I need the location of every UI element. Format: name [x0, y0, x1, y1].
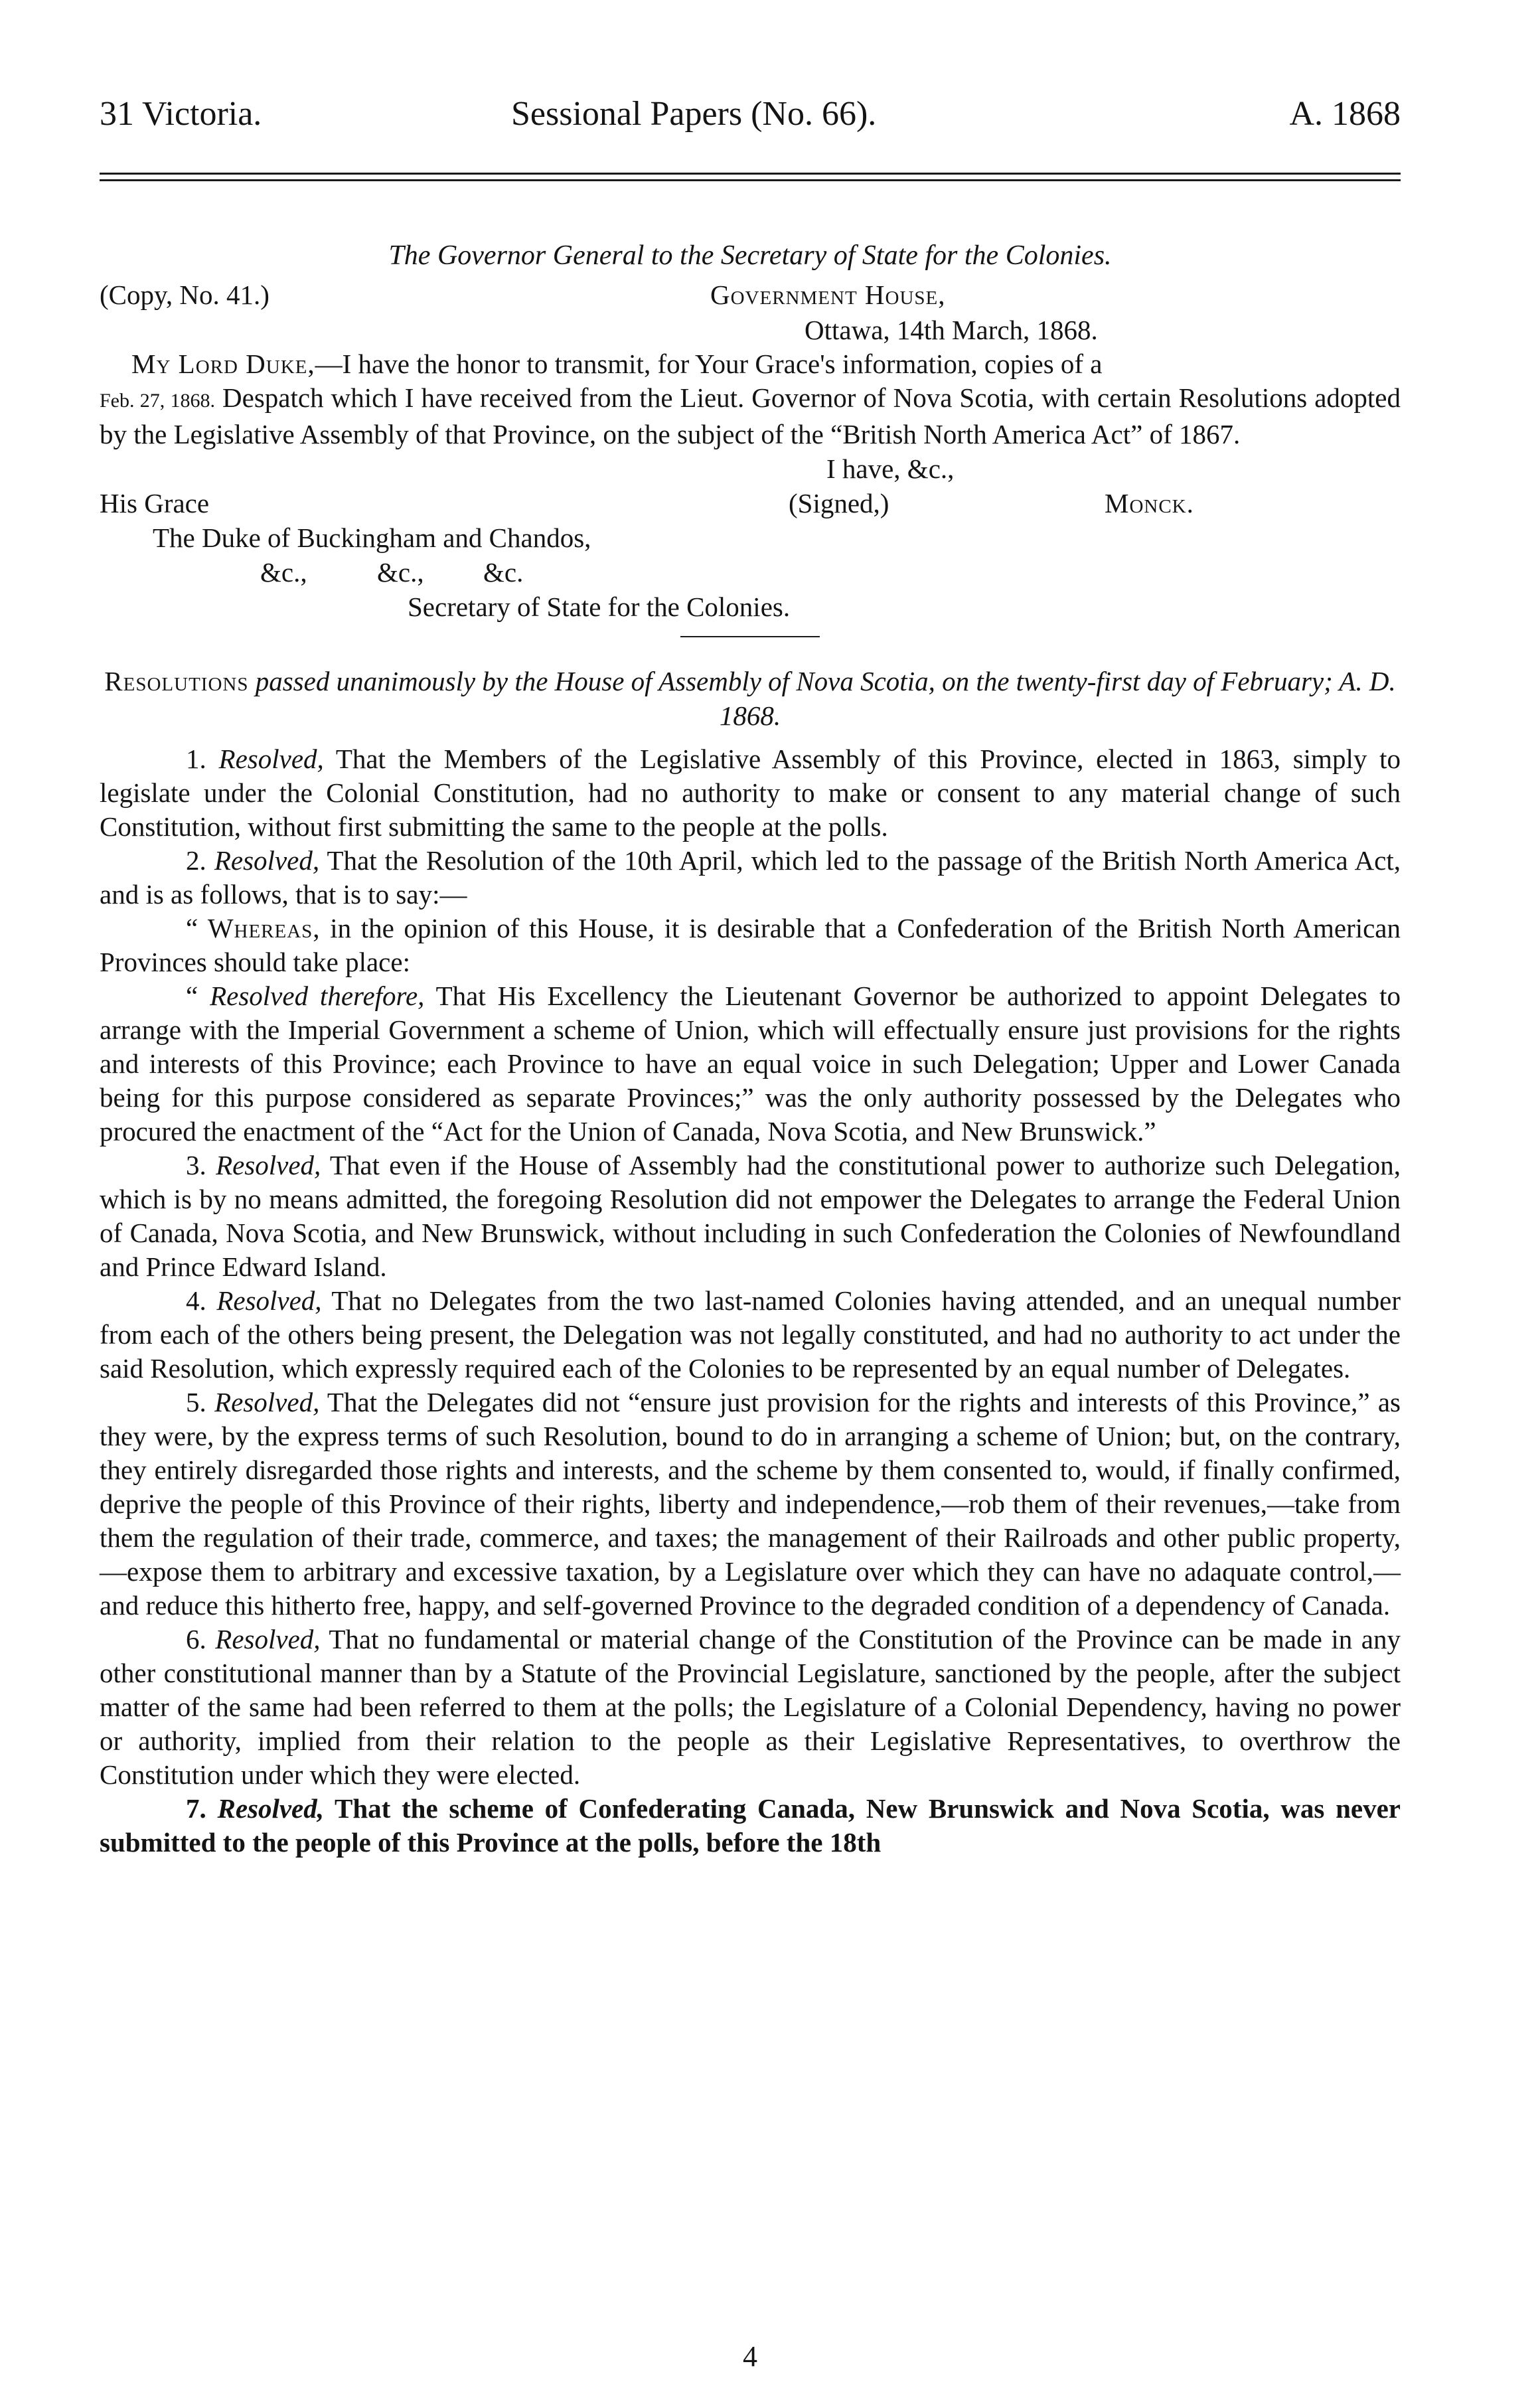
- resolution-number: 2.: [186, 845, 206, 876]
- etc-2: &c.,: [377, 557, 424, 588]
- copy-line: [100, 277, 1401, 313]
- copy-number: (Copy, No. 41.): [100, 279, 270, 310]
- page-number: 4: [743, 2340, 757, 2373]
- etc-1: &c.,: [260, 557, 307, 588]
- resolution-text: in the opinion of this House, it is desirable that a Confederation of the British North American Provinces should take place:: [100, 913, 1401, 977]
- resolution-number: 6.: [186, 1624, 206, 1654]
- resolution-quoted-paragraph: [100, 979, 1401, 1149]
- resolution-text: That the scheme of Confederating Canada, New Brunswick and Nova Scotia, was never submitted to the people of this Province at the polls, before the 18th: [100, 1793, 1401, 1858]
- resolution-paragraph: [100, 1792, 1401, 1860]
- header-double-rule: [100, 173, 1401, 181]
- letter-paragraph-cont: [100, 381, 1401, 451]
- resolution-keyword: Resolved,: [217, 1793, 325, 1824]
- resolution-paragraph: [100, 742, 1401, 844]
- resolution-keyword: Resolved,: [215, 1624, 321, 1654]
- resolution-number: 1.: [186, 744, 206, 774]
- resolution-paragraph: [100, 1284, 1401, 1386]
- place-date-line: [100, 313, 1401, 347]
- resolution-text: That the Members of the Legislative Assembly of this Province, elected in 1863, simply to legislate under the Colonial Constitution, had no authority to make or consent to any material change of such Constitution, without first submitting the same to the people at the polls.: [100, 744, 1401, 842]
- resolution-number: 4.: [186, 1285, 206, 1316]
- resolution-text: That no fundamental or material change of the Constitution of the Province can be made in any other constitutional manner than by a Statute of the Provincial Legislature, sanctioned by the people, after the subject matter of the same had been referred to them at the polls; the Legislature of a Colonial Dependency, having no power or authority, implied from their relation to the people as their Legislative Representatives, to overthrow the Constitution under which they were elected.: [100, 1624, 1401, 1790]
- resolution-text: That the Delegates did not “ensure just provision for the rights and interests of this Province,” as they were, by the express terms of such Resolution, bound to do in arranging a scheme of Union; but, on the contrary, they entirely disregarded those rights and interests, and the scheme by them consented to, would, if finally confirmed, deprive the people of this Province of their rights, liberty and independence,—rob them of their revenues,—take from them the regulation of their trade, commerce, and taxes; the management of their Railroads and other public property,—expose them to arbitrary and excessive taxation, by a Legislature over which they can have no adaquate control,—and reduce this hitherto free, happy, and self-governed Province to the degraded condition of a dependency of Canada.: [100, 1387, 1401, 1621]
- header-sessional-papers: Sessional Papers (No. 66).: [511, 95, 877, 133]
- section-divider: [680, 636, 820, 637]
- resolution-paragraph: [100, 1623, 1401, 1792]
- letter-body-part-2: Despatch which I have received from the Lieut. Governor of Nova Scotia, with certain Resolutions adopted by the Legislative Assembly of that Province, on the subject of the “British North America Act” of 1867.: [100, 382, 1401, 449]
- resolution-text: That no Delegates from the two last-named Colonies having attended, and an unequal number from each of the others being present, the Delegation was not legally constituted, and had no authority to act under the said Resolution, which expressly required each of the Colonies to be represented by an equal number of Delegates.: [100, 1285, 1401, 1384]
- resolutions-heading-lead: Resolutions: [104, 666, 249, 696]
- open-quote: “: [186, 913, 198, 943]
- addressee-line-1: His Grace: [100, 488, 210, 518]
- resolution-keyword: Whereas,: [207, 913, 321, 943]
- margin-note: Feb. 27, 1868.: [100, 390, 216, 412]
- signer-name: Monck.: [1105, 488, 1194, 518]
- resolution-quoted-paragraph: [100, 912, 1401, 979]
- open-quote: “: [186, 981, 198, 1011]
- closing-text: I have, &c.,: [826, 453, 955, 484]
- resolution-text: That the Resolution of the 10th April, which led to the passage of the British North America Act, and is as follows, that is to say:—: [100, 845, 1401, 910]
- resolution-keyword: Resolved,: [216, 1150, 321, 1180]
- resolution-number: 5.: [186, 1387, 206, 1417]
- letter-title: The Governor General to the Secretary of State for the Colonies.: [388, 240, 1112, 271]
- resolution-number: 7.: [186, 1793, 206, 1824]
- resolution-keyword: Resolved,: [214, 845, 320, 876]
- resolution-text: That even if the House of Assembly had the constitutional power to authorize such Delegation, which is by no means admitted, the foregoing Resolution did not empower the Delegates to arrange the Federal Union of Canada, Nova Scotia, and New Brunswick, without including in such Confederation the Colonies of Newfoundland and Prince Edward Island.: [100, 1150, 1401, 1282]
- header-year: A. 1868: [1289, 95, 1401, 133]
- resolutions-heading: [100, 664, 1401, 733]
- resolution-keyword: Resolved,: [214, 1387, 320, 1417]
- etc-3: &c.: [483, 557, 524, 588]
- letter-paragraph: [100, 347, 1401, 381]
- document-page: [100, 93, 1401, 2373]
- resolution-text: That His Excellency the Lieutenant Governor be authorized to appoint Delegates to arrange with the Imperial Government a scheme of Union, which will effectually ensure just provisions for the rights and interests of this Province; each Province to have an equal voice in such Delegation; Upper and Lower Canada being for this purpose considered as separate Provinces;” was the only authority possessed by the Delegates who procured the enactment of the “Act for the Union of Canada, Nova Scotia, and New Brunswick.”: [100, 981, 1401, 1147]
- letter-body: [100, 347, 1401, 451]
- signed-mark: (Signed,): [789, 488, 889, 518]
- resolution-paragraph: [100, 1149, 1401, 1284]
- resolutions-list: [100, 742, 1401, 1860]
- etc-row: [100, 555, 1401, 590]
- resolution-paragraph: [100, 1386, 1401, 1623]
- signature-line: [100, 486, 1401, 520]
- salutation: My Lord Duke,: [131, 349, 315, 379]
- resolution-keyword: Resolved,: [218, 744, 324, 774]
- resolution-keyword: Resolved,: [216, 1285, 322, 1316]
- resolutions-heading-rest: passed unanimously by the House of Assembly of Nova Scotia, on the twenty-first day of February; A. D. 1868.: [255, 666, 1396, 731]
- running-header: [100, 93, 1401, 135]
- closing-line: [100, 451, 1401, 486]
- resolution-paragraph: [100, 844, 1401, 912]
- letter-place-date: Ottawa, 14th March, 1868.: [805, 315, 1098, 345]
- letter-body-part-1: —I have the honor to transmit, for Your Grace's information, copies of a: [315, 349, 1103, 379]
- header-regnal-year: 31 Victoria.: [100, 95, 262, 133]
- addressee-line-3: Secretary of State for the Colonies.: [408, 592, 791, 622]
- letter-place: Government House,: [710, 279, 946, 310]
- resolution-keyword: Resolved therefore,: [210, 981, 425, 1011]
- resolution-number: 3.: [186, 1150, 206, 1180]
- addressee-line-2: The Duke of Buckingham and Chandos,: [153, 522, 591, 553]
